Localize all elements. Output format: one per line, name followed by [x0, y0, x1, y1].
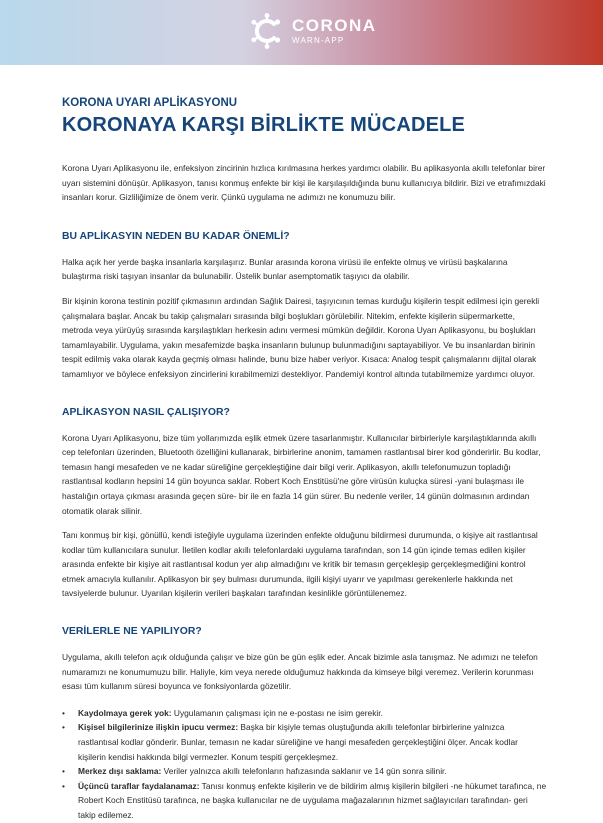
virus-icon	[248, 12, 286, 50]
section-paragraph: Uygulama, akıllı telefon açık olduğunda çalışır ve bize gün be gün eşlik eder. Ancak bizimle asla tanışmaz. Ne adımızı ne telefon numaramızı ne konumumuzu bilir. Haliyle, kim veya nerede olduğumuz hakkında da kimseye bilgi veremez. Verilerin korunması esası tüm kullanım süresi boyunca ve fonksiyonlarda gözetilir.	[62, 652, 538, 692]
intro-paragraph: Korona Uyarı Aplikasyonu ile, enfeksiyon zincirinin hızlıca kırılmasına herkes yardımcı olabilir. Bu aplikasyonla akıllı telefonlar birer uyarı sistemini dönüşür. Aplikasyon, tanısı konmuş enfekte bir kişi ile karşılaşıldığında bunu kullanıcıya bildirir. Bizi ve etrafımızdaki insanları korur. Gizliliğimize de önem verir. Çünkü uygulama ne adımızı ne konumuzu bilir.	[62, 163, 546, 203]
document-kicker: KORONA UYARI APLİKASYONU	[62, 97, 238, 109]
bullet-term: Üçüncü taraflar faydalanamaz:	[78, 780, 200, 791]
section-paragraph: Halka açık her yerde başka insanlarla karşılaşırız. Bunlar arasında korona virüsü ile enfekte olmuş ve virüsü başkalarına bulaştırma riski taşıyan insanlar da bulunabilir. Üstelik bunlar asemptomatik taşıyıcı da olabilir.	[62, 256, 508, 282]
corona-warn-app-logo	[248, 11, 377, 51]
document-title: KORONAYA KARŞI BİRLİKTE MÜCADELE	[62, 114, 466, 136]
bullet-marker: •	[62, 722, 65, 733]
logo-subtitle: WARN-APP	[292, 36, 345, 45]
bullet-text: Tanısı konmuş enfekte kişilerin ve de bildirim almış kişilerin bilgileri -ne hükumet tarafınca, ne Robert Koch Enstitüsü tarafınca, ne başka kullanıcılar ne de uygulama mağazalarının hizmet sağlayıcıları tarafından- geri takip edilemez.	[78, 780, 547, 820]
bullet-term: Kişisel bilgilerinize ilişkin ipucu vermez:	[78, 722, 239, 733]
bullet-text: Veriler yalnızca akıllı telefonların hafızasında saklanır ve 14 gün sonra silinir.	[161, 766, 447, 777]
bullet-marker: •	[62, 707, 65, 718]
section-paragraph: Korona Uyarı Aplikasyonu, bize tüm yollarımızda eşlik etmek üzere tasarlanmıştır. Kullanıcılar birbirleriyle karşılaştıklarında akıllı cep telefonları üzerinden, Bluetooth özelliğini kullanarak, birbirlerine anonim, tamamen rastlantısal birer kod gönderirlir. Bu kodlar, temasın hangi mesafeden ve ne kadar süreliğine gerçekleştiğine dair bilgi verir. Aplikasyon, akıllı telefonumuzun topladığı rastlantısal kodların hepsini 14 gün boyunca saklar. Robert Koch Enstitüsü'ne göre virüsün kuluçka süresi -yani bulaşması ile hastalığın ortaya çıkması arasında geçen süre- bir ile en fazla 14 gün sürer. Bu nedenle veriler, 14 günün dolmasının ardından otomatik olarak silinir.	[62, 432, 541, 516]
bullet-text: Başka bir kişiyle temas oluştuğunda akıllı telefonlar birbirlerine yalnızca rastlantısal kodlar gönderir. Bunlar, temasın ne kadar süreliğine ve hangi mesafeden gerçekleştiğini ölçer. Ancak kodlar kişilerin kendisi hakkında bilgi vermezler. Konum tespiti gerçekleşmez.	[78, 722, 518, 762]
list-item	[62, 779, 547, 823]
bullet-term: Merkez dışı saklama:	[78, 766, 162, 777]
section-paragraph: Bir kişinin korona testinin pozitif çıkmasının ardından Sağlık Dairesi, taşıyıcının temas kurduğu kişilerin tespit edilmesi için gerekli çalışmalara başlar. Ancak bu takip çalışmaları sırasında bilgi boşlukları görülebilir. Nitekim, enfekte kişilerin süpermarkette, metroda veya yürüyüş sırasında karşılaştıkları herkesin adını vermesi mümkün değildir. Korona Uyarı Aplikasyonu, bu boşlukları tamamlayabilir. Uygulama, yakın mesafemizde başka insanların bulunup bulunmadığını saptayabiliyor. Ve bu insanlardan birinin tespit edilmiş vaka olarak kayda geçmiş olması halinde, bunu bize haber veriyor. Kısaca: Analog tespit çalışmalarını dijital olarak tamamlıyor ve böylece enfeksiyon zincirlerini kırabilmemizi destekliyor. Pandemiyi kontrol altında tutabilmemize yardımcı oluyor.	[62, 295, 540, 379]
header-band	[0, 0, 603, 65]
bullet-text: Uygulamanın çalışması için ne e-postası ne isim gerekir.	[171, 707, 383, 718]
section-heading-data: VERİLERLE NE YAPILIYOR?	[62, 626, 202, 638]
section-heading-importance: BU APLİKASYIN NEDEN BU KADAR ÖNEMLİ?	[62, 230, 290, 242]
bullet-term: Kaydolmaya gerek yok:	[78, 707, 172, 718]
section-paragraph: Tanı konmuş bir kişi, gönüllü, kendi isteğiyle uygulama üzerinden enfekte olduğunu bildirmesi durumunda, o kişiye ait rastlantısal kodlar tüm kullanıcılara sunulur. İletilen kodlar akıllı telefonlardaki uygulama tarafından, son 14 gün içinde temas edilen kişiler arasında enfekte bir kişiye ait rastlantısal kodun yer alıp almadığını ve kritik bir temasın gerçekleşip gerçekleşmediğini kontrol etmek amacıyla kullanılır. Aplikasyon bir şey bulması durumunda, ilgili kişiyi uyarır ve yapılması gerekenlerle hakkında net tavsiyelerde bulunur. Uyarılan kişilerin verileri başkaları tarafından kesinlikle görüntülenemez.	[62, 530, 538, 599]
bullet-marker: •	[62, 780, 65, 791]
list-item	[62, 720, 547, 764]
section-heading-how-it-works: APLİKASYON NASIL ÇALIŞIYOR?	[62, 406, 230, 418]
bullet-marker: •	[62, 766, 65, 777]
list-item	[62, 764, 547, 779]
privacy-bullet-list	[62, 706, 547, 823]
logo-title: CORONA	[292, 16, 377, 35]
document-body	[62, 96, 547, 823]
list-item	[62, 706, 547, 721]
